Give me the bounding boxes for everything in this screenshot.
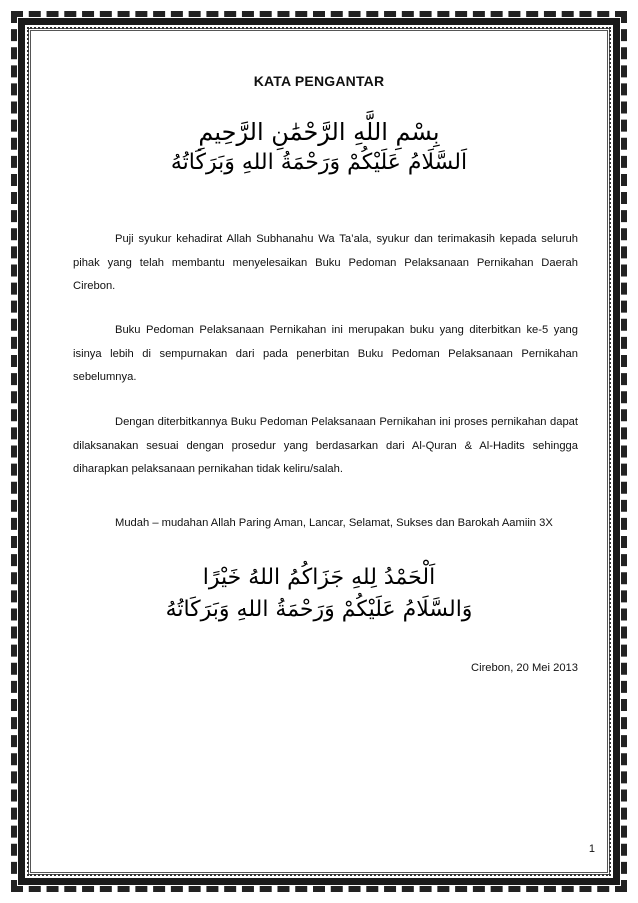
paragraph-2 — [73, 319, 578, 390]
page-number: 1 — [588, 843, 595, 855]
paragraph-3-text: Dengan diterbitkannya Buku Pedoman Pelaksanaan Pernikahan ini proses pernikahan dapat dilaksanakan sesuai dengan prosedur yang berdasarkan dari Al-Quran & Al-Hadits sehingga diharapkan pelaksanaan pernikahan tidak keliru/salah. — [73, 416, 578, 475]
hamdalah-text: اَلْحَمْدُ لِلهِ جَزَاكُمُ اللهُ خَيْرًا — [202, 565, 436, 590]
paragraph-4-text: Mudah – mudahan Allah Paring Aman, Lancar, Selamat, Sukses dan Barokah Aamiin 3X — [115, 517, 553, 529]
place-date: Cirebon, 20 Mei 2013 — [471, 662, 578, 674]
paragraph-1-text: Puji syukur kehadirat Allah Subhanahu Wa Ta’ala, syukur dan terimakasih kepada seluruh pihak yang telah membantu menyelesaikan Buku Pedoman Pelaksanaan Pernikahan Daerah Cirebon. — [73, 233, 578, 292]
bismillah-text: بِسْمِ اللَّهِ الرَّحْمَٰنِ الرَّحِيمِ — [198, 118, 440, 146]
paragraph-3 — [73, 411, 578, 482]
paragraph-4 — [73, 512, 578, 536]
salam-opening-text: اَلسَّلَامُ عَلَيْكُمْ وَرَحْمَةُ اللهِ وَبَرَكَاتُهُ — [170, 150, 468, 175]
page-title: KATA PENGANTAR — [253, 73, 385, 89]
salam-closing-text: وَالسَّلَامُ عَلَيْكُمْ وَرَحْمَةُ اللهِ وَبَرَكَاتُهُ — [165, 597, 473, 622]
paragraph-2-text: Buku Pedoman Pelaksanaan Pernikahan ini merupakan buku yang diterbitkan ke-5 yang isinya lebih di sempurnakan dari pada penerbitan Buku Pedoman Pelaksanaan Pernikahan sebelumnya. — [73, 324, 578, 383]
paragraph-1 — [73, 228, 578, 299]
